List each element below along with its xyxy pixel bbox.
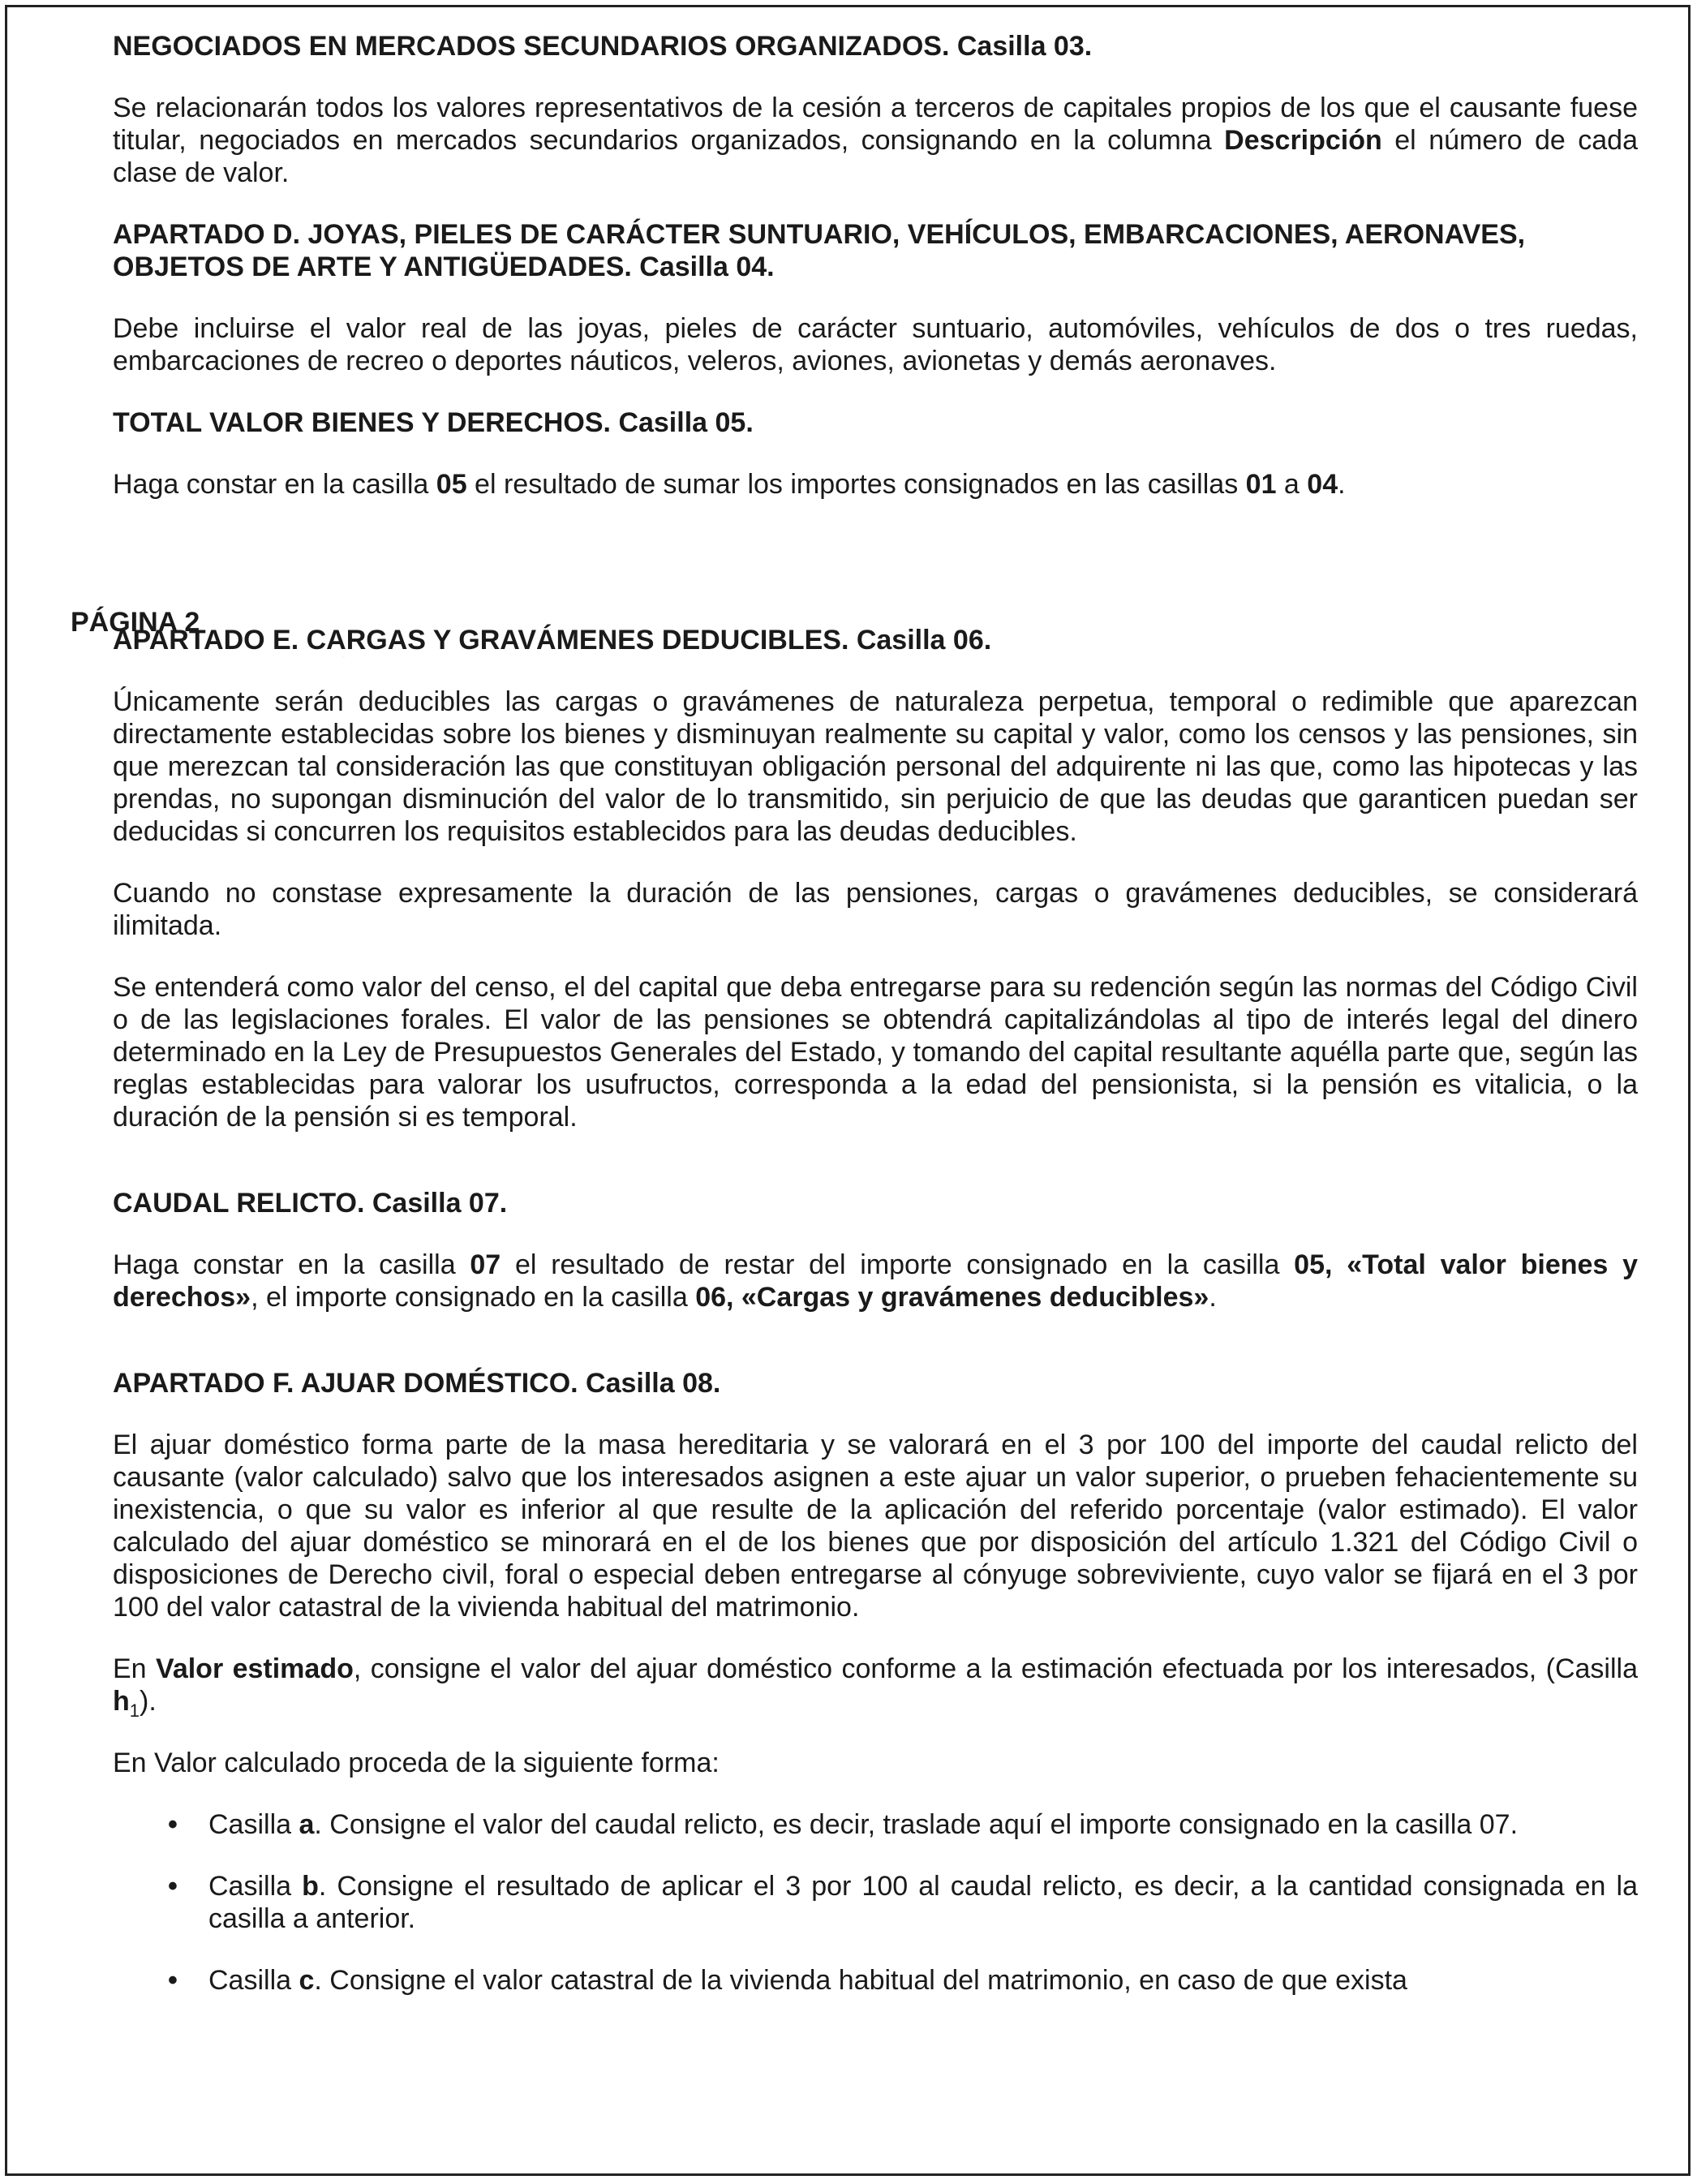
text: a xyxy=(1276,469,1308,500)
paragraph-apartado-d: Debe incluirse el valor real de las joyas, pieles de carácter suntuario, automóviles, vehículos de dos o tres ruedas, embarcaciones de recreo o deportes náuticos, veleros, aviones, avionetas y demás aeronaves. xyxy=(113,313,1638,376)
bold-ref: c xyxy=(299,1965,315,1996)
bullet-icon: • xyxy=(168,1871,178,1902)
paragraph-cargas-3: Se entenderá como valor del censo, el del capital que deba entregarse para su redención según las normas del Código Civil o de las legislaciones forales. El valor de las pensiones se obtendrá capitalizándolas al tipo de interés legal del dinero determinado en la Ley de Presupuestos Generales del Estado, y tomando del capital resultante aquélla parte que, según las reglas establecidas para valorar los usufructos, corresponda a la edad del pensionista, si la pensión es vitalicia, o la duración de la pensión si es temporal. xyxy=(113,972,1638,1133)
paragraph-cargas-1: Únicamente serán deducibles las cargas o gravámenes de naturaleza perpetua, temporal o redimible que aparezcan directamente establecidas sobre los bienes y disminuyan realmente su capital y valor, como los censos y las pensiones, sin que merezcan tal consideración las que constituyan obligación personal del adquirente ni las que, como las hipotecas y las prendas, no supongan disminución del valor de lo transmitido, sin perjuicio de que las deudas que garanticen puedan ser deducidas si concurren los requisitos establecidos para las deudas deducibles. xyxy=(113,686,1638,847)
subscript: 1 xyxy=(129,1700,140,1721)
bold-ref: h xyxy=(113,1686,130,1717)
paragraph-ajuar-1: El ajuar doméstico forma parte de la masa hereditaria y se valorará en el 3 por 100 del importe del caudal relicto del causante (valor calculado) salvo que los interesados asignen a este ajuar un valor superior, o prueben fehacientemente su inexistencia, o que su valor es inferior al que resulte de la aplicación del referido porcentaje (valor estimado). El valor calculado del ajuar doméstico se minorará en el de los bienes que por disposición del artículo 1.321 del Código Civil o disposiciones de Derecho civil, foral o especial deben entregarse al cónyuge sobreviviente, cuyo valor se fijará en el 3 por 100 del valor catastral de la vivienda habitual del matrimonio. xyxy=(113,1429,1638,1623)
text: En xyxy=(113,1653,157,1684)
paragraph-ajuar-2 xyxy=(113,1653,1638,1721)
paragraph-casilla-05 xyxy=(113,468,1638,501)
text: . Consigne el valor del caudal relicto, es decir, traslade aquí el importe consignado en la casilla 07. xyxy=(314,1809,1519,1840)
bold-ref: 05, «Total valor bienes y derechos» xyxy=(113,1249,1638,1313)
text: Casilla xyxy=(208,1809,299,1840)
bold-ref: 05 xyxy=(436,469,467,500)
text: , el importe consignado en la casilla xyxy=(251,1282,696,1313)
text: Se relacionarán todos los valores representativos de la cesión a terceros de capitales propios de los que el causante fuese titular, negociados en mercados secundarios organizados, consignando en la columna xyxy=(113,92,1638,156)
bold-ref: 07 xyxy=(470,1249,501,1280)
page-label: PÁGINA 2 xyxy=(71,607,200,638)
bullet-icon: • xyxy=(168,1809,178,1840)
list-item xyxy=(113,1808,1638,1841)
text: . Consigne el resultado de aplicar el 3 por 100 al caudal relicto, es decir, a la cantidad consignada en la casilla a anterior. xyxy=(208,1871,1638,1934)
text: Haga constar en la casilla xyxy=(113,1249,470,1280)
heading-casilla-05: TOTAL VALOR BIENES Y DERECHOS. Casilla 05. xyxy=(113,407,754,438)
paragraph-caudal-relicto xyxy=(113,1249,1638,1313)
text: ). xyxy=(140,1686,157,1717)
text: . Consigne el valor catastral de la vivienda habitual del matrimonio, en caso de que exista xyxy=(314,1965,1407,1996)
list-item xyxy=(113,1964,1638,1997)
text: el número de cada clase de valor. xyxy=(113,125,1638,188)
bullet-icon: • xyxy=(168,1965,178,1996)
heading-apartado-e: APARTADO E. CARGAS Y GRAVÁMENES DEDUCIBLES. Casilla 06. xyxy=(113,625,992,656)
bold-term-descripcion: Descripción xyxy=(1224,125,1382,156)
paragraph-ajuar-3: En Valor calculado proceda de la siguiente forma: xyxy=(113,1748,720,1778)
paragraph-cargas-2: Cuando no constase expresamente la duración de las pensiones, cargas o gravámenes deducibles, se considerará ilimitada. xyxy=(113,878,1638,941)
text: , consigne el valor del ajuar doméstico conforme a la estimación efectuada por los interesados, (Casilla xyxy=(353,1653,1638,1684)
document-page xyxy=(5,5,1691,2176)
bold-ref: 01 xyxy=(1245,469,1277,500)
bold-ref: a xyxy=(299,1809,315,1840)
bold-term-valor-estimado: Valor estimado xyxy=(156,1653,354,1684)
text: Casilla xyxy=(208,1871,303,1902)
heading-apartado-f: APARTADO F. AJUAR DOMÉSTICO. Casilla 08. xyxy=(113,1368,721,1399)
text: Haga constar en la casilla xyxy=(113,469,436,500)
paragraph-casilla-03 xyxy=(113,92,1638,189)
text: Casilla xyxy=(208,1965,299,1996)
heading-apartado-d: APARTADO D. JOYAS, PIELES DE CARÁCTER SUNTUARIO, VEHÍCULOS, EMBARCACIONES, AERONAVES, OBJETOS DE ARTE Y ANTIGÜEDADES. Casilla 04. xyxy=(113,219,1526,282)
heading-casilla-03: NEGOCIADOS EN MERCADOS SECUNDARIOS ORGANIZADOS. Casilla 03. xyxy=(113,31,1093,62)
text: el resultado de restar del importe consignado en la casilla xyxy=(501,1249,1295,1280)
text: . xyxy=(1338,469,1346,500)
text: el resultado de sumar los importes consignados en las casillas xyxy=(466,469,1246,500)
list-item xyxy=(113,1870,1638,1935)
bold-ref: 06, «Cargas y gravámenes deducibles» xyxy=(695,1282,1209,1313)
text: . xyxy=(1209,1282,1217,1313)
document-content xyxy=(113,30,1638,2026)
bold-ref: b xyxy=(302,1871,319,1902)
bold-ref: 04 xyxy=(1307,469,1338,500)
heading-caudal-relicto: CAUDAL RELICTO. Casilla 07. xyxy=(113,1188,508,1219)
